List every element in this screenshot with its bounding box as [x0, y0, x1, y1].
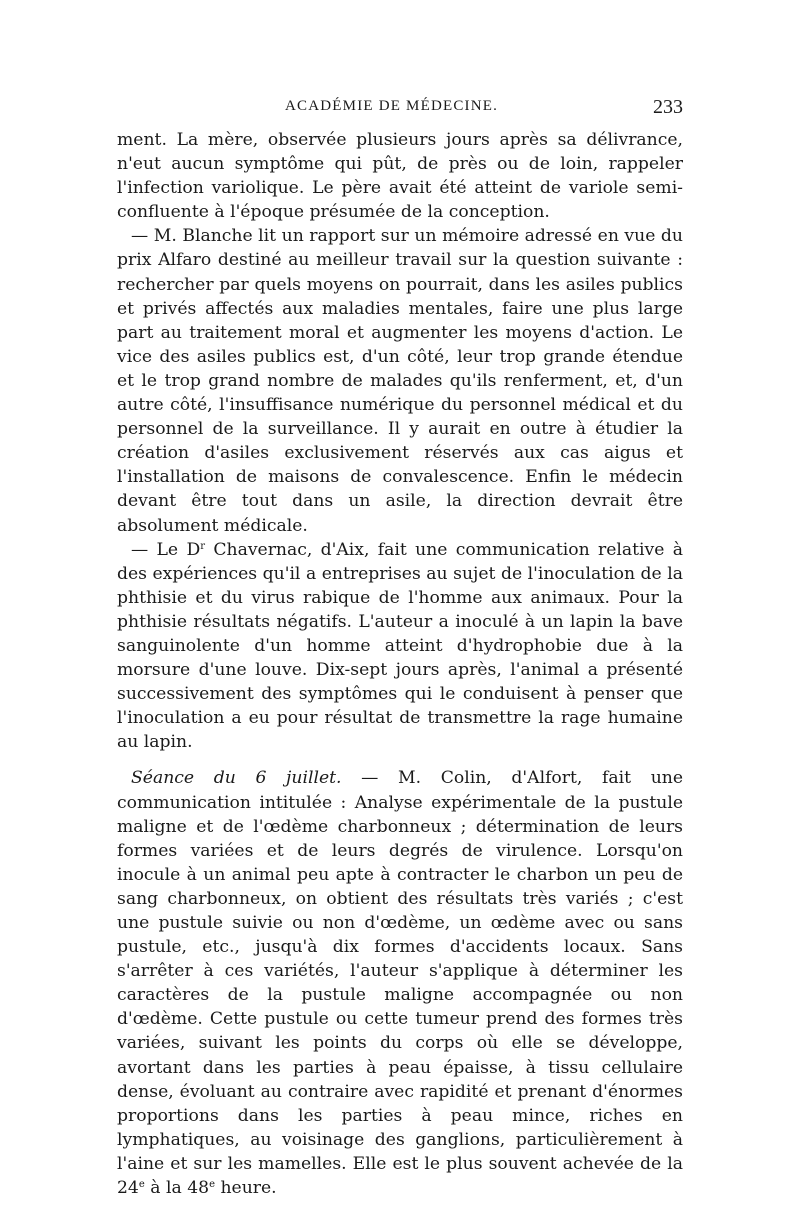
- page-number: 233: [653, 96, 683, 118]
- page-body: [117, 128, 683, 1200]
- running-title: ACADÉMIE DE MÉDECINE.: [285, 98, 499, 114]
- paragraph-seance-6-juillet: [117, 766, 683, 1200]
- paragraph-variola-case: ment. La mère, observée plusieurs jours après sa délivrance, n'eut aucun symptôme qui pût, de près ou de loin, rappeler l'infection variolique. Le père avait été atteint de variole semi-confluente à l'époque présumée de la conception.: [117, 130, 683, 223]
- colin-communication-text: — M. Colin, d'Alfort, fait une communication intitulée : Analyse expérimentale de la pustule maligne et de l'œdème charbonneux ; détermination de leurs formes variées et de leurs degrés de virulence. Lorsqu'on inocule à un animal peu apte à contracter le charbon un peu de sang charbonneux, on obtient des résultats très variés ; c'est une pustule suivie ou non d'œdème, un œdème avec ou sans pustule, etc., jusqu'à dix formes d'accidents locaux. Sans s'arrêter à ces variétés, l'auteur s'applique à déterminer les caractères de la pustule maligne accompagnée ou non d'œdème. Cette pustule ou cette tumeur prend des formes très variées, suivant les points du corps où elle se développe, avortant dans les parties à peau épaisse, à tissu cellulaire dense, évoluant au contraire avec rapidité et prenant d'énormes proportions dans les parties à peau mince, riches en lymphatiques, au voisinage des ganglions, particulièrement à l'aine et sur les mamelles. Elle est le plus souvent achevée de la: [117, 768, 684, 1174]
- book-page: [117, 96, 683, 1200]
- running-head: [117, 96, 683, 122]
- paragraph-blanche-report: — M. Blanche lit un rapport sur un mémoire adressé en vue du prix Alfaro destiné au meilleur travail sur la question suivante : rechercher par quels moyens on pourrait, dans les asiles publics et privés affectés aux maladies mentales, faire une plus large part au traitement moral et augmenter les moyens d'action. Le vice des asiles publics est, d'un côté, leur trop grande étendue et le trop grand nombre de malades qu'ils renferment, et, d'un autre côté, l'insuffisance numérique du personnel médical et du personnel de la surveillance. Il y aurait en outre à étudier la création d'asiles exclusivement réservés aux cas aigus et l'installation de maisons de convalescence. Enfin le médecin devant être tout dans un asile, la direction devrait être absolument médicale.: [117, 226, 683, 536]
- ordinal-superscript-48: e: [209, 1179, 215, 1191]
- doctor-superscript: r: [200, 540, 206, 552]
- chavernac-text: Chavernac, d'Aix, fait une communication relative à des expériences qu'il a entreprises au sujet de l'inoculation de la phthisie et du virus rabique de l'homme aux animaux. Pour la phthisie résultats négatifs. L'auteur a inoculé à un lapin la bave sanguinolente d'un homme atteint d'hydrophobie due à la morsure d'une louve. Dix-sept jours après, l'animal a présenté successivement des symptômes qui le conduisent à penser que l'inoculation a eu pour résultat de transmettre la rage humaine au lapin.: [117, 539, 683, 753]
- session-date-heading: Séance du 6 juillet.: [131, 768, 342, 789]
- hour-number-24: 24: [117, 1178, 139, 1199]
- ordinal-superscript-24: e: [138, 1179, 145, 1191]
- hour-connector: à la: [144, 1178, 188, 1199]
- paragraph-chavernac-communication: [117, 538, 683, 755]
- hour-number-48: 48: [187, 1178, 210, 1199]
- paragraph-ending: heure.: [214, 1178, 277, 1199]
- chavernac-prefix: — Le D: [131, 539, 201, 560]
